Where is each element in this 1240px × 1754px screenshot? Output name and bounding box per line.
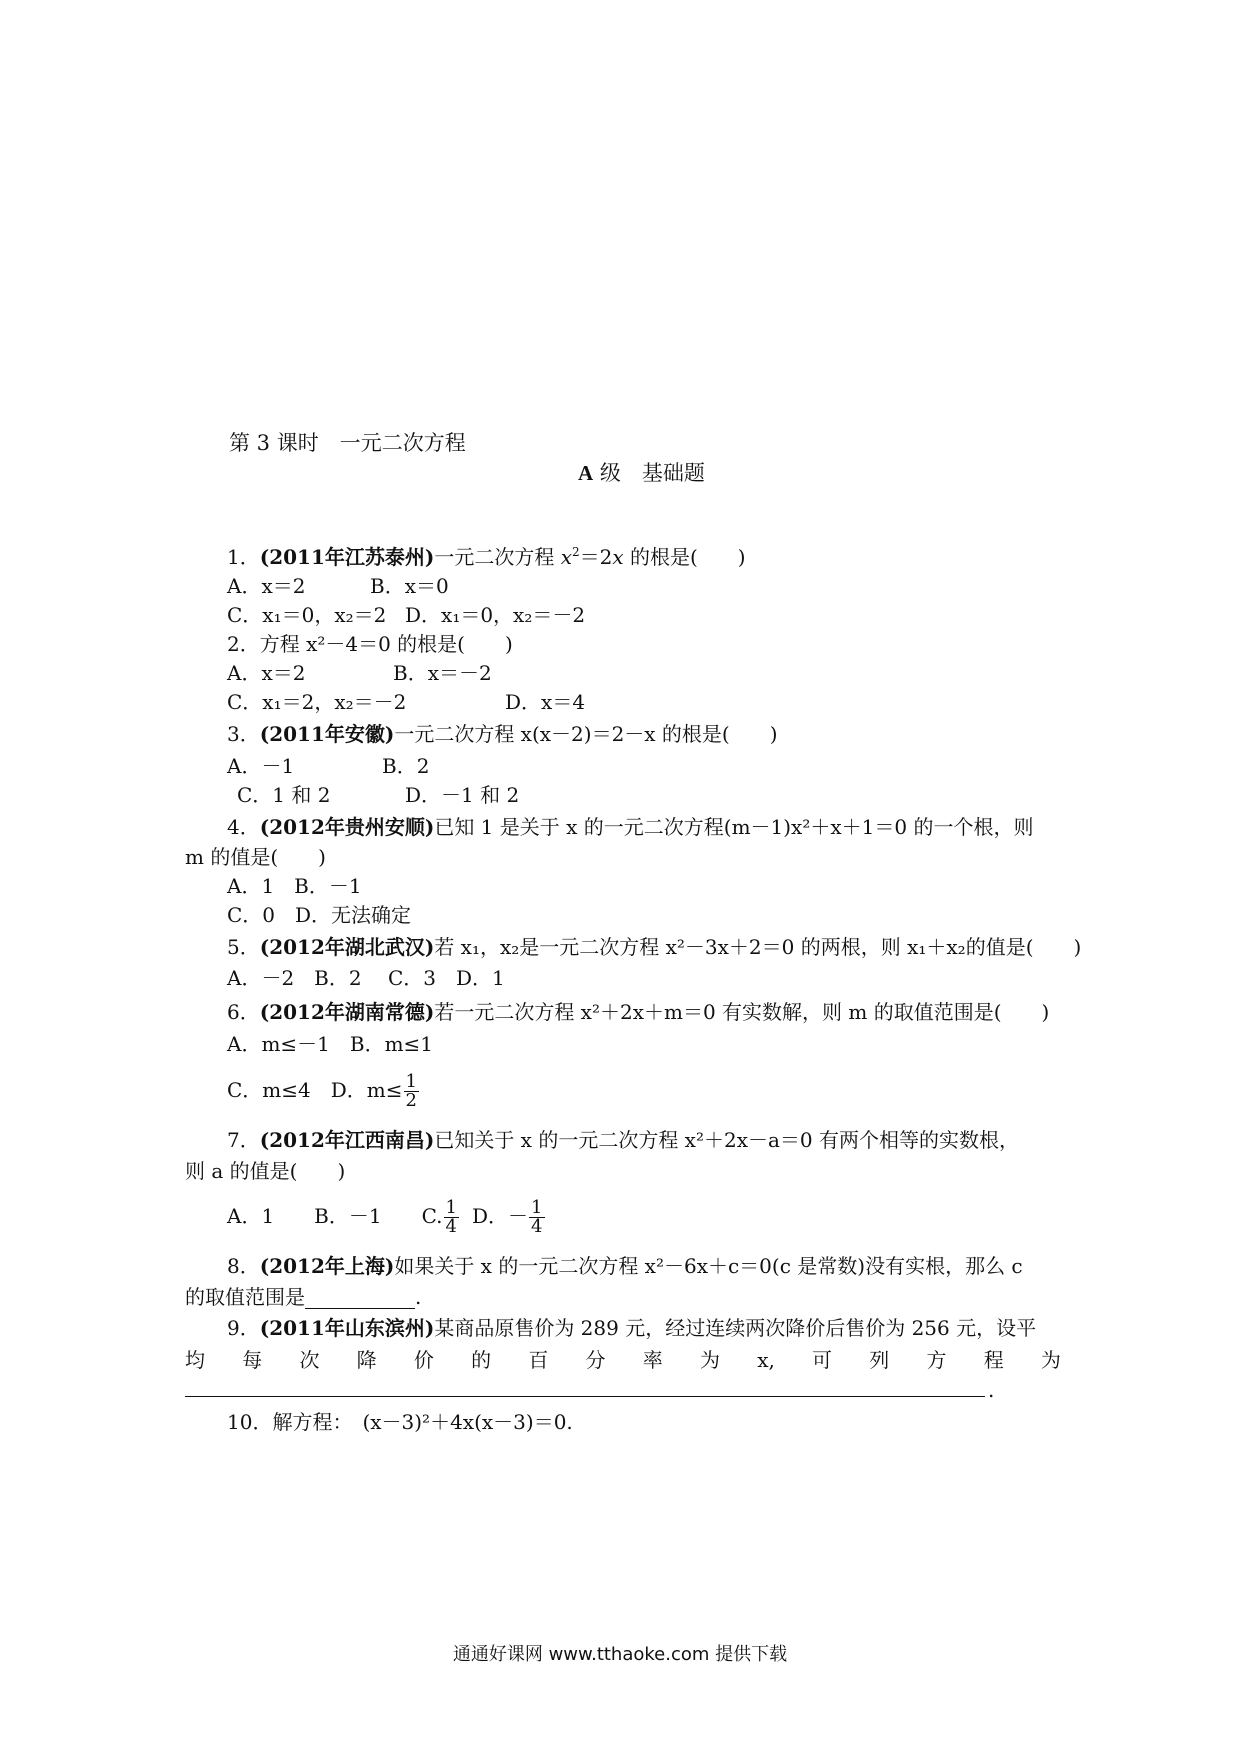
q7-number: 7．	[227, 1128, 260, 1152]
q1-option-d: D．x₁＝0，x₂＝－2	[405, 603, 586, 627]
q4-source: (2012年贵州安顺)	[259, 815, 435, 839]
q7-stem-text: 已知关于 x 的一元二次方程 x²＋2x－a＝0 有两个相等的实数根，	[434, 1128, 1019, 1152]
q6-source: (2012年湖南常德)	[259, 1000, 435, 1024]
q7-option-a: A．1	[227, 1204, 275, 1228]
q6-number: 6．	[227, 1000, 260, 1024]
q4-stem-text: 已知 1 是关于 x 的一元二次方程(m－1)x²＋x＋1＝0 的一个根，则	[434, 815, 1034, 839]
q9-stem-continued	[185, 1348, 1061, 1372]
q1-number: 1．	[227, 545, 260, 569]
q9-word: 率	[642, 1348, 663, 1372]
q3-option-d: D．－1 和 2	[405, 783, 520, 807]
q9-number: 9．	[227, 1316, 260, 1340]
q7-d-denominator: 4	[531, 1216, 543, 1237]
q1-stem-end: 的根是( )	[623, 545, 746, 569]
q3-option-a: A．－1	[227, 754, 295, 778]
q8-answer-blank[interactable]	[305, 1288, 415, 1309]
q7-c-denominator: 4	[445, 1216, 457, 1237]
q1-var: x	[560, 545, 572, 569]
q7-option-c-fraction	[444, 1199, 459, 1236]
q8-stem-continued	[185, 1285, 421, 1309]
q10-stem: 10．解方程： (x－3)²＋4x(x－3)＝0.	[227, 1410, 573, 1434]
q5-stem-text: 若 x₁，x₂是一元二次方程 x²－3x＋2＝0 的两根，则 x₁＋x₂的值是( )	[434, 935, 1082, 959]
q2-option-b: B．x＝－2	[393, 661, 492, 685]
q6-stem-text: 若一元二次方程 x²＋2x＋m＝0 有实数解，则 m 的取值范围是( )	[434, 1000, 1050, 1024]
q8-number: 8．	[227, 1254, 260, 1278]
q9-word: 次	[299, 1348, 320, 1372]
q9-word: 百	[528, 1348, 549, 1372]
q8-source: (2012年上海)	[259, 1254, 395, 1278]
q9-word: 为	[699, 1348, 720, 1372]
q7-stem-continued: 则 a 的值是( )	[185, 1159, 346, 1183]
q7-c-numerator: 1	[445, 1197, 457, 1218]
level-text: 级 基础题	[593, 461, 705, 485]
q4-number: 4．	[227, 815, 260, 839]
q4-options-cd: C．0 D．无法确定	[227, 903, 412, 927]
q1-stem-text: 一元二次方程	[434, 545, 561, 569]
lesson-title: 第 3 课时 一元二次方程	[229, 431, 466, 455]
q2-stem: 2．方程 x²－4＝0 的根是( )	[227, 632, 513, 656]
q9-word: 可	[812, 1348, 833, 1372]
q4-stem	[227, 815, 1033, 839]
q9-word: 的	[471, 1348, 492, 1372]
q9-word: 分	[585, 1348, 606, 1372]
q7-option-d: D．－	[472, 1204, 529, 1228]
q7-source: (2012年江西南昌)	[259, 1128, 435, 1152]
q9-word: x,	[757, 1348, 775, 1372]
q9-word: 价	[413, 1348, 434, 1372]
q3-stem	[227, 722, 778, 746]
q7-option-c: C.	[421, 1204, 443, 1228]
q6-stem	[227, 1000, 1049, 1024]
q7-d-numerator: 1	[531, 1197, 543, 1218]
q9-word: 每	[242, 1348, 263, 1372]
q6-fraction	[404, 1073, 419, 1110]
q8-stem-continued-text: 的取值范围是	[185, 1285, 305, 1309]
q9-stem-text: 某商品原售价为 289 元，经过连续两次降价后售价为 256 元，设平	[434, 1316, 1037, 1340]
q8-stem	[227, 1254, 1023, 1278]
q9-word: 列	[869, 1348, 890, 1372]
q6-fraction-numerator: 1	[405, 1071, 417, 1092]
q1-stem-eq: ＝2	[579, 545, 613, 569]
q6-options-cd	[227, 1068, 420, 1112]
q9-word: 为	[1040, 1348, 1061, 1372]
q7-option-b: B．－1	[314, 1204, 382, 1228]
q1-source: (2011年江苏泰州)	[259, 545, 435, 569]
q3-number: 3．	[227, 722, 260, 746]
q2-option-d: D．x＝4	[505, 690, 586, 714]
q7-stem	[227, 1128, 1019, 1152]
q9-word: 方	[926, 1348, 947, 1372]
level-title	[578, 461, 705, 485]
q2-option-c: C．x₁＝2，x₂＝－2	[227, 690, 407, 714]
q5-options: A．－2 B．2 C．3 D．1	[227, 966, 505, 990]
q9-word: 降	[356, 1348, 377, 1372]
q9-stem	[227, 1316, 1036, 1340]
footer-source: 通通好课网 www.tthaoke.com 提供下载	[452, 1644, 788, 1665]
q6-fraction-denominator: 2	[405, 1090, 417, 1111]
q6-option-cd-text: C．m≤4 D．m≤	[227, 1078, 403, 1102]
q1-stem: 1．(2011年江苏泰州)一元二次方程 $x^2=2x$ 的根是( )	[227, 545, 746, 569]
q1-option-c: C．x₁＝0，x₂＝2	[227, 603, 387, 627]
q5-stem	[227, 935, 1081, 959]
q1-option-a: A．x＝2	[227, 574, 306, 598]
q3-source: (2011年安徽)	[259, 722, 395, 746]
q8-period: .	[415, 1285, 422, 1309]
q7-options	[227, 1194, 546, 1238]
q3-option-b: B．2	[382, 754, 430, 778]
q9-source: (2011年山东滨州)	[259, 1316, 435, 1340]
q6-options-ab: A．m≤－1 B．m≤1	[227, 1032, 434, 1056]
level-letter: A	[578, 461, 594, 485]
q9-word: 均	[185, 1348, 205, 1372]
q8-stem-text: 如果关于 x 的一元二次方程 x²－6x＋c＝0(c 是常数)没有实根，那么 c	[394, 1254, 1023, 1278]
q3-stem-text: 一元二次方程 x(x－2)＝2－x 的根是( )	[394, 722, 778, 746]
q3-option-c: C．1 和 2	[237, 783, 331, 807]
q9-word: 程	[983, 1348, 1004, 1372]
q2-option-a: A．x＝2	[227, 661, 306, 685]
q7-option-d-fraction	[529, 1199, 544, 1236]
q9-period: .	[988, 1378, 995, 1402]
q5-number: 5．	[227, 935, 260, 959]
q1-option-b: B．x＝0	[370, 574, 449, 598]
q1-var2: x	[612, 545, 624, 569]
q9-answer-blank[interactable]	[185, 1394, 985, 1397]
q4-stem-continued: m 的值是( )	[185, 845, 326, 869]
q4-options-ab: A．1 B．－1	[227, 874, 362, 898]
q5-source: (2012年湖北武汉)	[259, 935, 435, 959]
